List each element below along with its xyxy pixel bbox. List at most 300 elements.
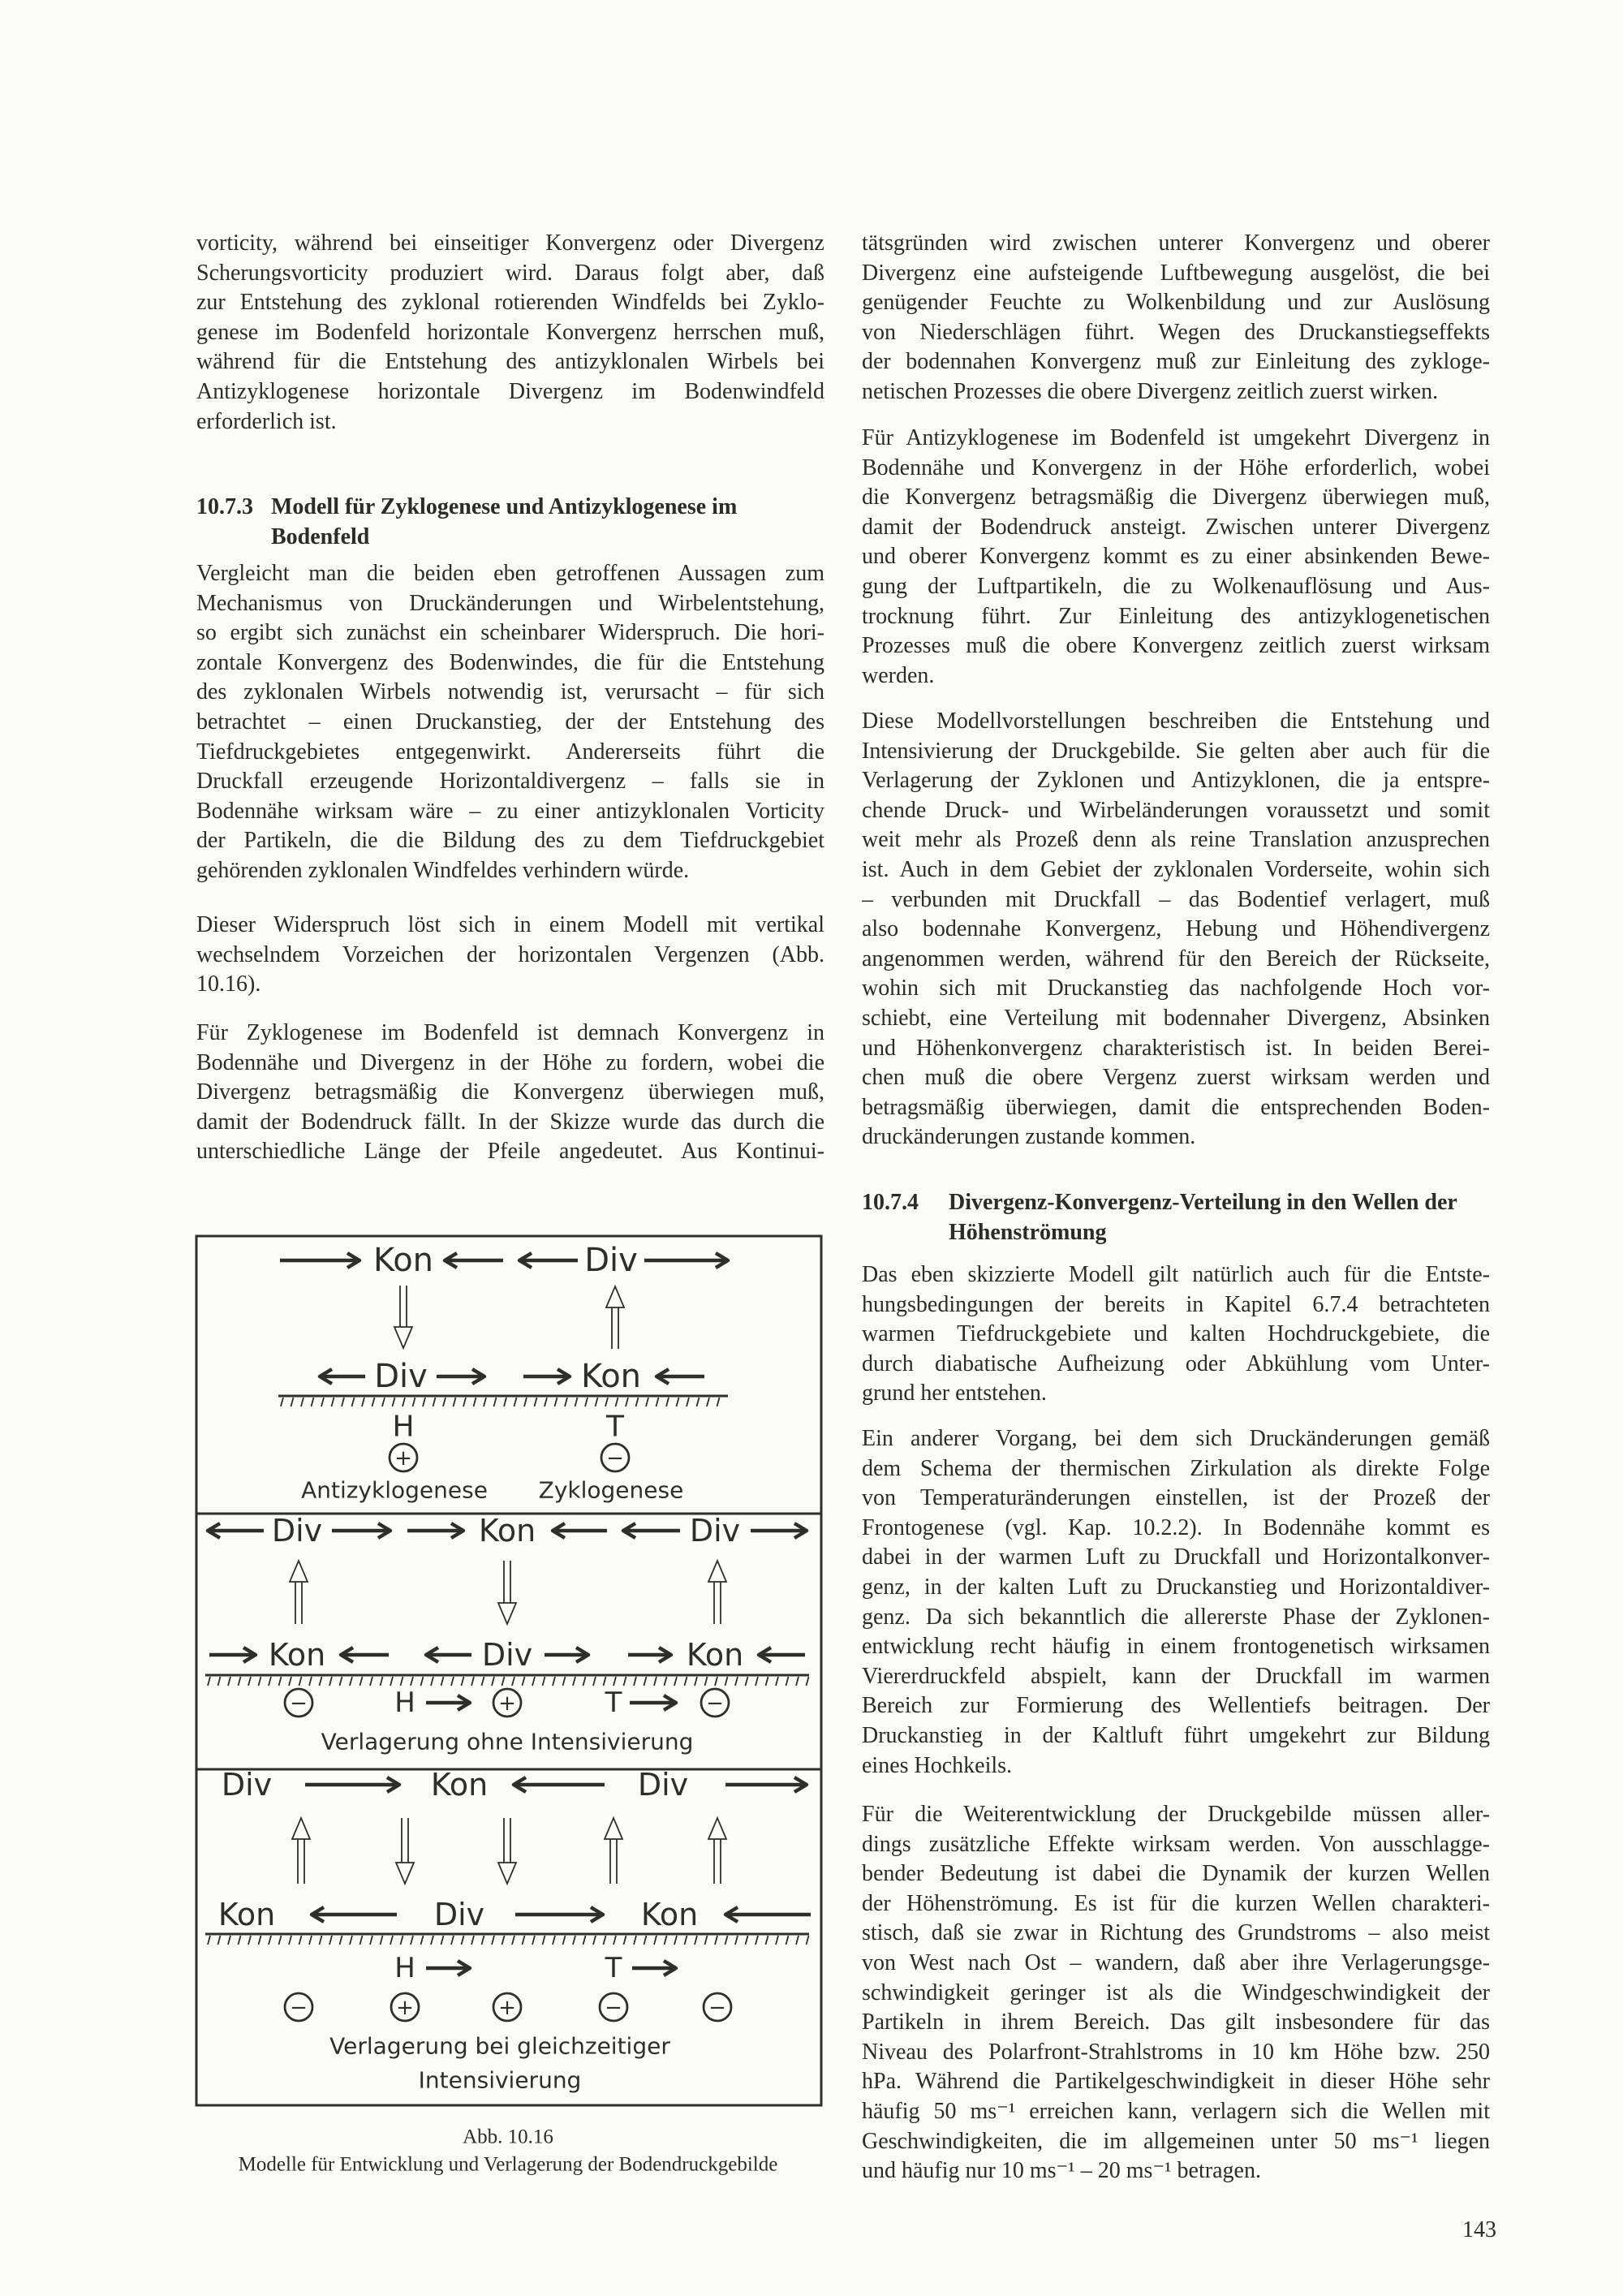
upper-level-label: Kon — [372, 1242, 434, 1279]
surface-level-label: Div — [374, 1358, 428, 1395]
text-line: genügender Feuchte zu Wolkenbildung und zur Auslösung — [862, 290, 1490, 316]
section-title: Divergenz-Konvergenz-Verteilung in den Wellen der — [949, 1190, 1457, 1215]
ground-hatch — [299, 1677, 302, 1686]
ground-hatch — [218, 1936, 221, 1945]
pressure-tendency-sign: − — [606, 1446, 624, 1471]
ground-hatch — [342, 1398, 344, 1406]
text-line: hPa. Während die Partikelgeschwindigkeit in dieser Höhe sehr — [862, 2069, 1490, 2095]
ground-hatch — [685, 1677, 687, 1686]
ground-hatch — [685, 1936, 687, 1945]
text-line: Intensivierung der Druckgebilde. Sie gelten aber auch für die — [862, 738, 1490, 764]
upper-level-label: Div — [271, 1513, 323, 1549]
text-line: betragsmäßig überwiegen, damit die entsprechenden Boden- — [862, 1094, 1490, 1120]
ground-hatch — [289, 1677, 291, 1686]
text-line: Divergenz betragsmäßig die Konvergenz überwiegen muß, — [196, 1079, 824, 1105]
text-line: Bereich zur Formierung des Wellentiefs beitragen. Der — [862, 1693, 1490, 1719]
ground-hatch — [674, 1677, 677, 1686]
ground-hatch — [616, 1398, 618, 1406]
ground-hatch — [776, 1936, 778, 1945]
upper-level-label: Div — [637, 1767, 689, 1803]
ground-hatch — [218, 1677, 221, 1686]
ground-hatch — [454, 1398, 456, 1406]
ground-hatch — [320, 1677, 322, 1686]
ground-hatch — [474, 1398, 476, 1406]
text-line: – verbunden mit Druckfall – das Bodentief verlagert, muß — [862, 886, 1490, 912]
ground-hatch — [321, 1398, 324, 1406]
pressure-tendency-sign: + — [394, 1446, 412, 1471]
text-line: Tiefdruckgebietes entgegenwirkt. Andererseits führt die — [196, 739, 824, 765]
ground-hatch — [717, 1398, 720, 1406]
ground-hatch — [634, 1936, 636, 1945]
text-line: von Niederschlägen führt. Wegen des Druckanstiegseffekts — [862, 319, 1490, 345]
figure-number: Abb. 10.16 — [463, 2126, 553, 2148]
ground-hatch — [644, 1936, 647, 1945]
ground-hatch — [583, 1677, 586, 1686]
text-line: eines Hochkeils. — [862, 1752, 1013, 1778]
pressure-tendency-sign: − — [708, 1996, 726, 2020]
text-line: unterschiedliche Länge der Pfeile angedeutet. Aus Kontinui- — [196, 1139, 824, 1165]
ground-hatch — [705, 1677, 708, 1686]
text-line: Für die Weiterentwicklung der Druckgebilde müssen aller- — [862, 1802, 1490, 1827]
ground-hatch — [725, 1936, 728, 1945]
text-line: werden. — [862, 662, 935, 688]
ground-hatch — [545, 1398, 547, 1406]
ground-hatch — [756, 1936, 758, 1945]
ground-hatch — [573, 1677, 575, 1686]
text-line: zontale Konvergenz des Bodenwindes, die für die Entstehung — [196, 649, 824, 675]
panel-label: Verlagerung bei gleichzeitiger — [329, 2032, 670, 2060]
ground-hatch — [443, 1398, 446, 1406]
surface-level-label: Kon — [686, 1637, 744, 1673]
ground-hatch — [543, 1936, 545, 1945]
text-line: und häufig nur 10 ms⁻¹ – 20 ms⁻¹ betragen. — [862, 2158, 1261, 2184]
ground-hatch — [421, 1936, 424, 1945]
ground-hatch — [657, 1398, 659, 1406]
hollow-arrow-up-icon — [292, 1818, 310, 1839]
text-line: Scherungsvorticity produziert wird. Daraus folgt aber, daß — [196, 260, 824, 286]
ground-hatch — [532, 1936, 535, 1945]
ground-hatch — [665, 1677, 667, 1686]
ground-hatch — [403, 1398, 405, 1406]
ground-hatch — [289, 1936, 291, 1945]
ground-hatch — [309, 1936, 312, 1945]
ground-hatch — [431, 1936, 433, 1945]
ground-hatch — [248, 1936, 251, 1945]
hollow-arrow-down-icon — [394, 1327, 412, 1348]
text-line: Diese Modellvorstellungen beschreiben die Entstehung und — [862, 709, 1490, 734]
upper-level-label: Kon — [478, 1513, 536, 1549]
ground-hatch — [208, 1677, 210, 1686]
ground-hatch — [553, 1936, 555, 1945]
ground-hatch — [624, 1677, 626, 1686]
ground-hatch — [471, 1936, 474, 1945]
pressure-center-label: H — [394, 1952, 415, 1984]
text-line: weit mehr als Prozeß denn als reine Translation anzusprechen — [862, 827, 1490, 853]
ground-hatch — [644, 1677, 647, 1686]
text-line: Druckanstieg in der Kaltluft führt umgekehrt zur Bildung — [862, 1722, 1490, 1748]
ground-hatch — [462, 1936, 464, 1945]
ground-hatch — [715, 1677, 717, 1686]
text-line: bender Bedeutung ist dabei die Dynamik der kurzen Wellen — [862, 1861, 1490, 1887]
section-title: Modell für Zyklogenese und Antizyklogenese im — [271, 494, 738, 519]
ground-hatch — [695, 1936, 697, 1945]
text-line: entwicklung recht häufig in einem frontogenetisch wirksamen — [862, 1634, 1490, 1660]
ground-hatch — [687, 1398, 689, 1406]
upper-level-label: Div — [689, 1513, 741, 1549]
text-line: Bodennähe und Konvergenz in der Höhe erforderlich, wobei — [862, 454, 1490, 480]
ground-hatch — [654, 1936, 657, 1945]
hollow-arrow-down-icon — [498, 1603, 516, 1624]
ground-hatch — [423, 1398, 425, 1406]
pressure-tendency-sign: − — [605, 1996, 622, 2020]
section-title: Höhenströmung — [949, 1220, 1107, 1245]
ground-hatch — [350, 1936, 352, 1945]
pressure-tendency-sign: + — [396, 1996, 414, 2020]
ground-hatch — [665, 1936, 667, 1945]
text-line: Antizyklogenese horizontale Divergenz im Bodenwindfeld — [196, 378, 824, 404]
panel-label: Verlagerung ohne Intensivierung — [321, 1728, 694, 1755]
text-line: Druckfall erzeugende Horizontaldivergenz – falls sie in — [196, 769, 824, 795]
text-line: wohin sich mit Druckanstieg das nachfolgende Hoch vor- — [862, 976, 1490, 1002]
ground-hatch — [575, 1398, 578, 1406]
upper-level-label: Div — [584, 1242, 638, 1279]
ground-hatch — [502, 1677, 505, 1686]
ground-hatch — [646, 1398, 648, 1406]
surface-level-label: Div — [433, 1897, 485, 1932]
text-line: Geschwindigkeiten, die im allgemeinen unter 50 ms⁻¹ liegen — [862, 2128, 1490, 2154]
text-line: Dieser Widerspruch löst sich in einem Modell mit vertikal — [196, 912, 824, 937]
ground-hatch — [329, 1677, 332, 1686]
ground-hatch — [482, 1936, 484, 1945]
ground-hatch — [329, 1936, 332, 1945]
text-line: schwindigkeit geringer ist als die Windgeschwindigkeit der — [862, 1979, 1490, 2005]
text-line: warmen Tiefdruckgebiete und kalten Hochdruckgebiete, die — [862, 1321, 1490, 1347]
text-line: der bodennahen Konvergenz muß zur Einleitung des zykloge- — [862, 349, 1490, 375]
ground-hatch — [484, 1398, 486, 1406]
ground-hatch — [695, 1677, 697, 1686]
ground-hatch — [433, 1398, 436, 1406]
ground-hatch — [451, 1677, 454, 1686]
text-line: gehörenden zyklonalen Windfeldes verhindern würde. — [196, 857, 690, 883]
pressure-tendency-sign: − — [706, 1691, 724, 1716]
text-line: Bodennähe und Divergenz in der Höhe zu fordern, wobei die — [196, 1049, 824, 1075]
pressure-tendency-sign: + — [498, 1691, 516, 1716]
text-line: druckänderungen zustande kommen. — [862, 1124, 1196, 1150]
ground-hatch — [352, 1398, 355, 1406]
text-line: Verlagerung der Zyklonen und Antizyklonen, die ja entspre- — [862, 768, 1490, 794]
ground-hatch — [524, 1398, 527, 1406]
ground-hatch — [492, 1677, 494, 1686]
text-line: 10.16). — [196, 971, 261, 997]
pressure-center-label: T — [605, 1952, 622, 1984]
ground-hatch — [796, 1677, 799, 1686]
text-line: und Höhenkonvergenz charakteristisch ist. In beiden Berei- — [862, 1035, 1490, 1061]
text-line: der Höhenströmung. Es ist für die kurzen Wellen charakteri- — [862, 1890, 1490, 1916]
ground-hatch — [583, 1936, 586, 1945]
text-line: so ergibt sich zunächst ein scheinbarer Widerspruch. Die hori- — [196, 620, 824, 646]
text-line: damit der Bodendruck fällt. In der Skizze wurde das durch die — [196, 1109, 824, 1135]
ground-hatch — [441, 1677, 444, 1686]
ground-hatch — [360, 1677, 363, 1686]
text-line: häufig 50 ms⁻¹ erreichen kann, verlagern sich die Wellen mit — [862, 2098, 1490, 2124]
ground-hatch — [807, 1936, 809, 1945]
ground-hatch — [626, 1398, 628, 1406]
text-line: hungsbedingungen der bereits in Kapitel 6.7.4 betrachteten — [862, 1291, 1490, 1317]
text-line: die Konvergenz betragsmäßig die Divergenz überwiegen muß, — [862, 485, 1490, 510]
ground-hatch — [340, 1936, 342, 1945]
ground-hatch — [350, 1677, 352, 1686]
ground-hatch — [605, 1398, 608, 1406]
pressure-center-label: T — [605, 1686, 622, 1719]
text-line: genz, in der kalten Luft zu Druckanstieg und Horizontaldiver- — [862, 1574, 1490, 1600]
ground-hatch — [291, 1398, 294, 1406]
hollow-arrow-up-icon — [708, 1561, 726, 1582]
ground-hatch — [370, 1677, 372, 1686]
text-line: Für Zyklogenese im Bodenfeld ist demnach Konvergenz in — [196, 1020, 824, 1045]
figure-caption: Modelle für Entwicklung und Verlagerung der Bodendruckgebilde — [238, 2153, 778, 2176]
ground-hatch — [677, 1398, 679, 1406]
text-line: stisch, daß sie zwar in Richtung des Grundstroms – also meist — [862, 1920, 1490, 1946]
text-line: während für die Entstehung des antizyklonalen Wirbels bei — [196, 349, 824, 375]
ground-hatch — [613, 1936, 616, 1945]
ground-hatch — [228, 1677, 230, 1686]
text-line: dings zusätzliche Effekte wirksam werden. Von ausschlagge- — [862, 1831, 1490, 1857]
ground-hatch — [504, 1398, 506, 1406]
ground-hatch — [786, 1936, 789, 1945]
ground-hatch — [604, 1677, 606, 1686]
text-line: Divergenz eine aufsteigende Luftbewegung ausgelöst, die bei — [862, 260, 1490, 286]
section-title: Bodenfeld — [271, 524, 370, 549]
pressure-tendency-sign: − — [290, 1996, 308, 2020]
ground-hatch — [492, 1936, 494, 1945]
text-line: angenommen werden, während für den Bereich der Rückseite, — [862, 946, 1490, 971]
ground-hatch — [462, 1677, 464, 1686]
ground-hatch — [299, 1936, 302, 1945]
ground-hatch — [573, 1936, 575, 1945]
ground-hatch — [269, 1936, 271, 1945]
ground-hatch — [494, 1398, 497, 1406]
text-line: trocknung führt. Zur Einleitung des antizyklogenetischen — [862, 603, 1490, 629]
ground-hatch — [421, 1677, 424, 1686]
ground-hatch — [613, 1677, 616, 1686]
surface-level-label: Kon — [217, 1897, 276, 1932]
ground-hatch — [269, 1677, 271, 1686]
ground-hatch — [796, 1936, 799, 1945]
ground-hatch — [208, 1936, 210, 1945]
hollow-arrow-up-icon — [605, 1818, 622, 1839]
text-line: ist. Auch in dem Gebiet der zyklonalen Vorderseite, wohin sich — [862, 856, 1490, 882]
text-line: Das eben skizzierte Modell gilt natürlich auch für die Entste- — [862, 1262, 1490, 1287]
ground-hatch — [553, 1677, 555, 1686]
ground-hatch — [786, 1677, 789, 1686]
text-line: netischen Prozesses die obere Divergenz zeitlich zuerst wirken. — [862, 378, 1439, 404]
text-line: chende Druck- und Wirbeländerungen voraussetzt und somit — [862, 797, 1490, 823]
text-line: Bodennähe wirksam wäre – zu einer antizyklonalen Vorticity — [196, 798, 824, 824]
ground-hatch — [604, 1936, 606, 1945]
ground-hatch — [372, 1398, 375, 1406]
text-line: Frontogenese (vgl. Kap. 10.2.2). In Bodennähe kommt es — [862, 1514, 1490, 1540]
ground-hatch — [471, 1677, 474, 1686]
text-line: durch diabatische Aufheizung oder Abkühlung vom Unter- — [862, 1350, 1490, 1376]
hollow-arrow-up-icon — [606, 1286, 624, 1307]
ground-hatch — [514, 1398, 517, 1406]
pressure-center-label: T — [606, 1410, 624, 1444]
ground-hatch — [340, 1677, 342, 1686]
pressure-tendency-sign: + — [498, 1996, 516, 2020]
text-line: damit der Bodendruck ansteigt. Zwischen unterer Divergenz — [862, 514, 1490, 540]
text-line: Mechanismus von Druckänderungen und Wirbelentstehung, — [196, 590, 824, 616]
ground-hatch — [725, 1677, 728, 1686]
text-line: Ein anderer Vorgang, bei dem sich Druckänderungen gemäß — [862, 1426, 1490, 1451]
ground-hatch — [532, 1677, 535, 1686]
text-line: also bodennahe Konvergenz, Hebung und Höhendivergenz — [862, 916, 1490, 942]
ground-hatch — [523, 1677, 525, 1686]
text-line: und oberer Konvergenz kommt es zu einer absinkenden Bewe- — [862, 544, 1490, 570]
text-line: grund her entstehen. — [862, 1381, 1047, 1406]
text-line: genese im Bodenfeld horizontale Konvergenz herrschen muß, — [196, 319, 824, 345]
ground-hatch — [766, 1677, 768, 1686]
text-line: dem Schema der thermischen Zirkulation als direkte Folge — [862, 1455, 1490, 1481]
panel-label: Zyklogenese — [538, 1476, 684, 1504]
text-line: tätsgründen wird zwischen unterer Konvergenz und oberer — [862, 230, 1490, 256]
text-line: Vergleicht man die beiden eben getroffenen Aussagen zum — [196, 561, 824, 586]
ground-hatch — [674, 1936, 677, 1945]
ground-hatch — [585, 1398, 588, 1406]
upper-level-label: Kon — [430, 1767, 489, 1803]
ground-hatch — [411, 1936, 413, 1945]
ground-hatch — [634, 1677, 636, 1686]
ground-hatch — [746, 1677, 748, 1686]
ground-hatch — [279, 1677, 282, 1686]
ground-hatch — [239, 1936, 241, 1945]
ground-hatch — [523, 1936, 525, 1945]
ground-hatch — [390, 1677, 393, 1686]
ground-hatch — [535, 1398, 537, 1406]
upper-level-label: Div — [221, 1767, 273, 1803]
text-line: schiebt, eine Verteilung mit bodennaher Divergenz, Absinken — [862, 1005, 1490, 1031]
ground-hatch — [555, 1398, 558, 1406]
ground-hatch — [593, 1677, 596, 1686]
pressure-center-label: H — [392, 1410, 415, 1444]
ground-hatch — [563, 1936, 566, 1945]
ground-hatch — [332, 1398, 334, 1406]
text-line: zur Entstehung des zyklonal rotierenden Windfelds bei Zyklo- — [196, 290, 824, 316]
ground-hatch — [381, 1936, 383, 1945]
text-line: chen muß die obere Vergenz zuerst wirksam werden und — [862, 1065, 1490, 1091]
ground-hatch — [281, 1398, 283, 1406]
ground-hatch — [666, 1398, 669, 1406]
ground-hatch — [248, 1677, 251, 1686]
ground-hatch — [596, 1398, 598, 1406]
ground-hatch — [766, 1936, 768, 1945]
pressure-tendency-sign: − — [290, 1691, 308, 1716]
ground-hatch — [756, 1677, 758, 1686]
ground-hatch — [239, 1677, 241, 1686]
ground-hatch — [715, 1936, 717, 1945]
ground-hatch — [301, 1398, 304, 1406]
text-line: genz. Da sich bekanntlich die allererste Phase der Zyklonen- — [862, 1604, 1490, 1630]
ground-hatch — [482, 1677, 484, 1686]
ground-hatch — [381, 1677, 383, 1686]
ground-hatch — [431, 1677, 433, 1686]
ground-hatch — [360, 1936, 363, 1945]
ground-hatch — [705, 1936, 708, 1945]
surface-level-label: Kon — [640, 1897, 699, 1932]
ground-hatch — [259, 1936, 261, 1945]
ground-hatch — [502, 1936, 505, 1945]
hollow-arrow-down-icon — [498, 1863, 516, 1884]
text-line: des zyklonalen Wirbels notwendig ist, verursacht – für sich — [196, 679, 824, 705]
ground-hatch — [362, 1398, 364, 1406]
surface-level-label: Kon — [580, 1358, 642, 1395]
ground-hatch — [707, 1398, 709, 1406]
ground-hatch — [543, 1677, 545, 1686]
text-line: dabei in der warmen Luft zu Druckfall und Horizontalkonver- — [862, 1544, 1490, 1570]
ground-hatch — [309, 1677, 312, 1686]
ground-hatch — [735, 1677, 738, 1686]
section-number: 10.7.3 — [196, 494, 253, 519]
section-number: 10.7.4 — [862, 1190, 919, 1215]
panel-label: Intensivierung — [418, 2066, 582, 2094]
ground-hatch — [463, 1398, 466, 1406]
ground-hatch — [512, 1936, 514, 1945]
ground-hatch — [624, 1936, 626, 1945]
hollow-arrow-up-icon — [290, 1561, 308, 1582]
text-line: Viererdruckfeld abspielt, kann der Druckfall im warmen — [862, 1663, 1490, 1689]
ground-hatch — [390, 1936, 393, 1945]
ground-hatch — [228, 1936, 230, 1945]
surface-level-label: Kon — [268, 1637, 326, 1673]
page-number: 143 — [1462, 2217, 1496, 2242]
pressure-center-label: H — [394, 1686, 415, 1719]
ground-hatch — [393, 1398, 395, 1406]
ground-hatch — [593, 1936, 596, 1945]
ground-hatch — [259, 1677, 261, 1686]
ground-hatch — [697, 1398, 700, 1406]
text-line: gung der Luftpartikeln, die zu Wolkenauflösung und Aus- — [862, 573, 1490, 599]
text-line: erforderlich ist. — [196, 408, 337, 434]
ground-hatch — [401, 1936, 403, 1945]
text-line: Niveau des Polarfront-Strahlstroms in 10 km Höhe bzw. 250 — [862, 2039, 1490, 2065]
ground-hatch — [776, 1677, 778, 1686]
ground-hatch — [382, 1398, 385, 1406]
ground-hatch — [312, 1398, 314, 1406]
ground-hatch — [807, 1677, 809, 1686]
ground-hatch — [320, 1936, 322, 1945]
ground-hatch — [735, 1936, 738, 1945]
ground-hatch — [411, 1677, 413, 1686]
text-line: Prozesses muß die obere Konvergenz zeitlich zuerst wirksam — [862, 633, 1490, 659]
text-line: der Partikeln, die die Bildung des zu dem Tiefdruckgebiet — [196, 828, 824, 854]
hollow-arrow-down-icon — [396, 1863, 414, 1884]
text-line: Für Antizyklogenese im Bodenfeld ist umgekehrt Divergenz in — [862, 425, 1490, 450]
text-line: betrachtet – einen Druckanstieg, der der Entstehung des — [196, 709, 824, 734]
ground-hatch — [401, 1677, 403, 1686]
surface-level-label: Div — [481, 1637, 533, 1673]
ground-hatch — [654, 1677, 657, 1686]
ground-hatch — [565, 1398, 567, 1406]
text-line: Partikeln in ihrem Bereich. Das gilt insbesondere für das — [862, 2010, 1490, 2035]
panel-label: Antizyklogenese — [301, 1476, 488, 1504]
ground-hatch — [563, 1677, 566, 1686]
text-line: von West nach Ost – wandern, daß aber ihre Verlagerungsge- — [862, 1949, 1490, 1975]
ground-hatch — [279, 1936, 282, 1945]
ground-hatch — [512, 1677, 514, 1686]
hollow-arrow-up-icon — [708, 1818, 726, 1839]
text-line: wechselndem Vorzeichen der horizontalen Vergenzen (Abb. — [196, 941, 824, 967]
ground-hatch — [636, 1398, 639, 1406]
text-line: von Temperaturänderungen einstellen, ist der Prozeß der — [862, 1485, 1490, 1511]
